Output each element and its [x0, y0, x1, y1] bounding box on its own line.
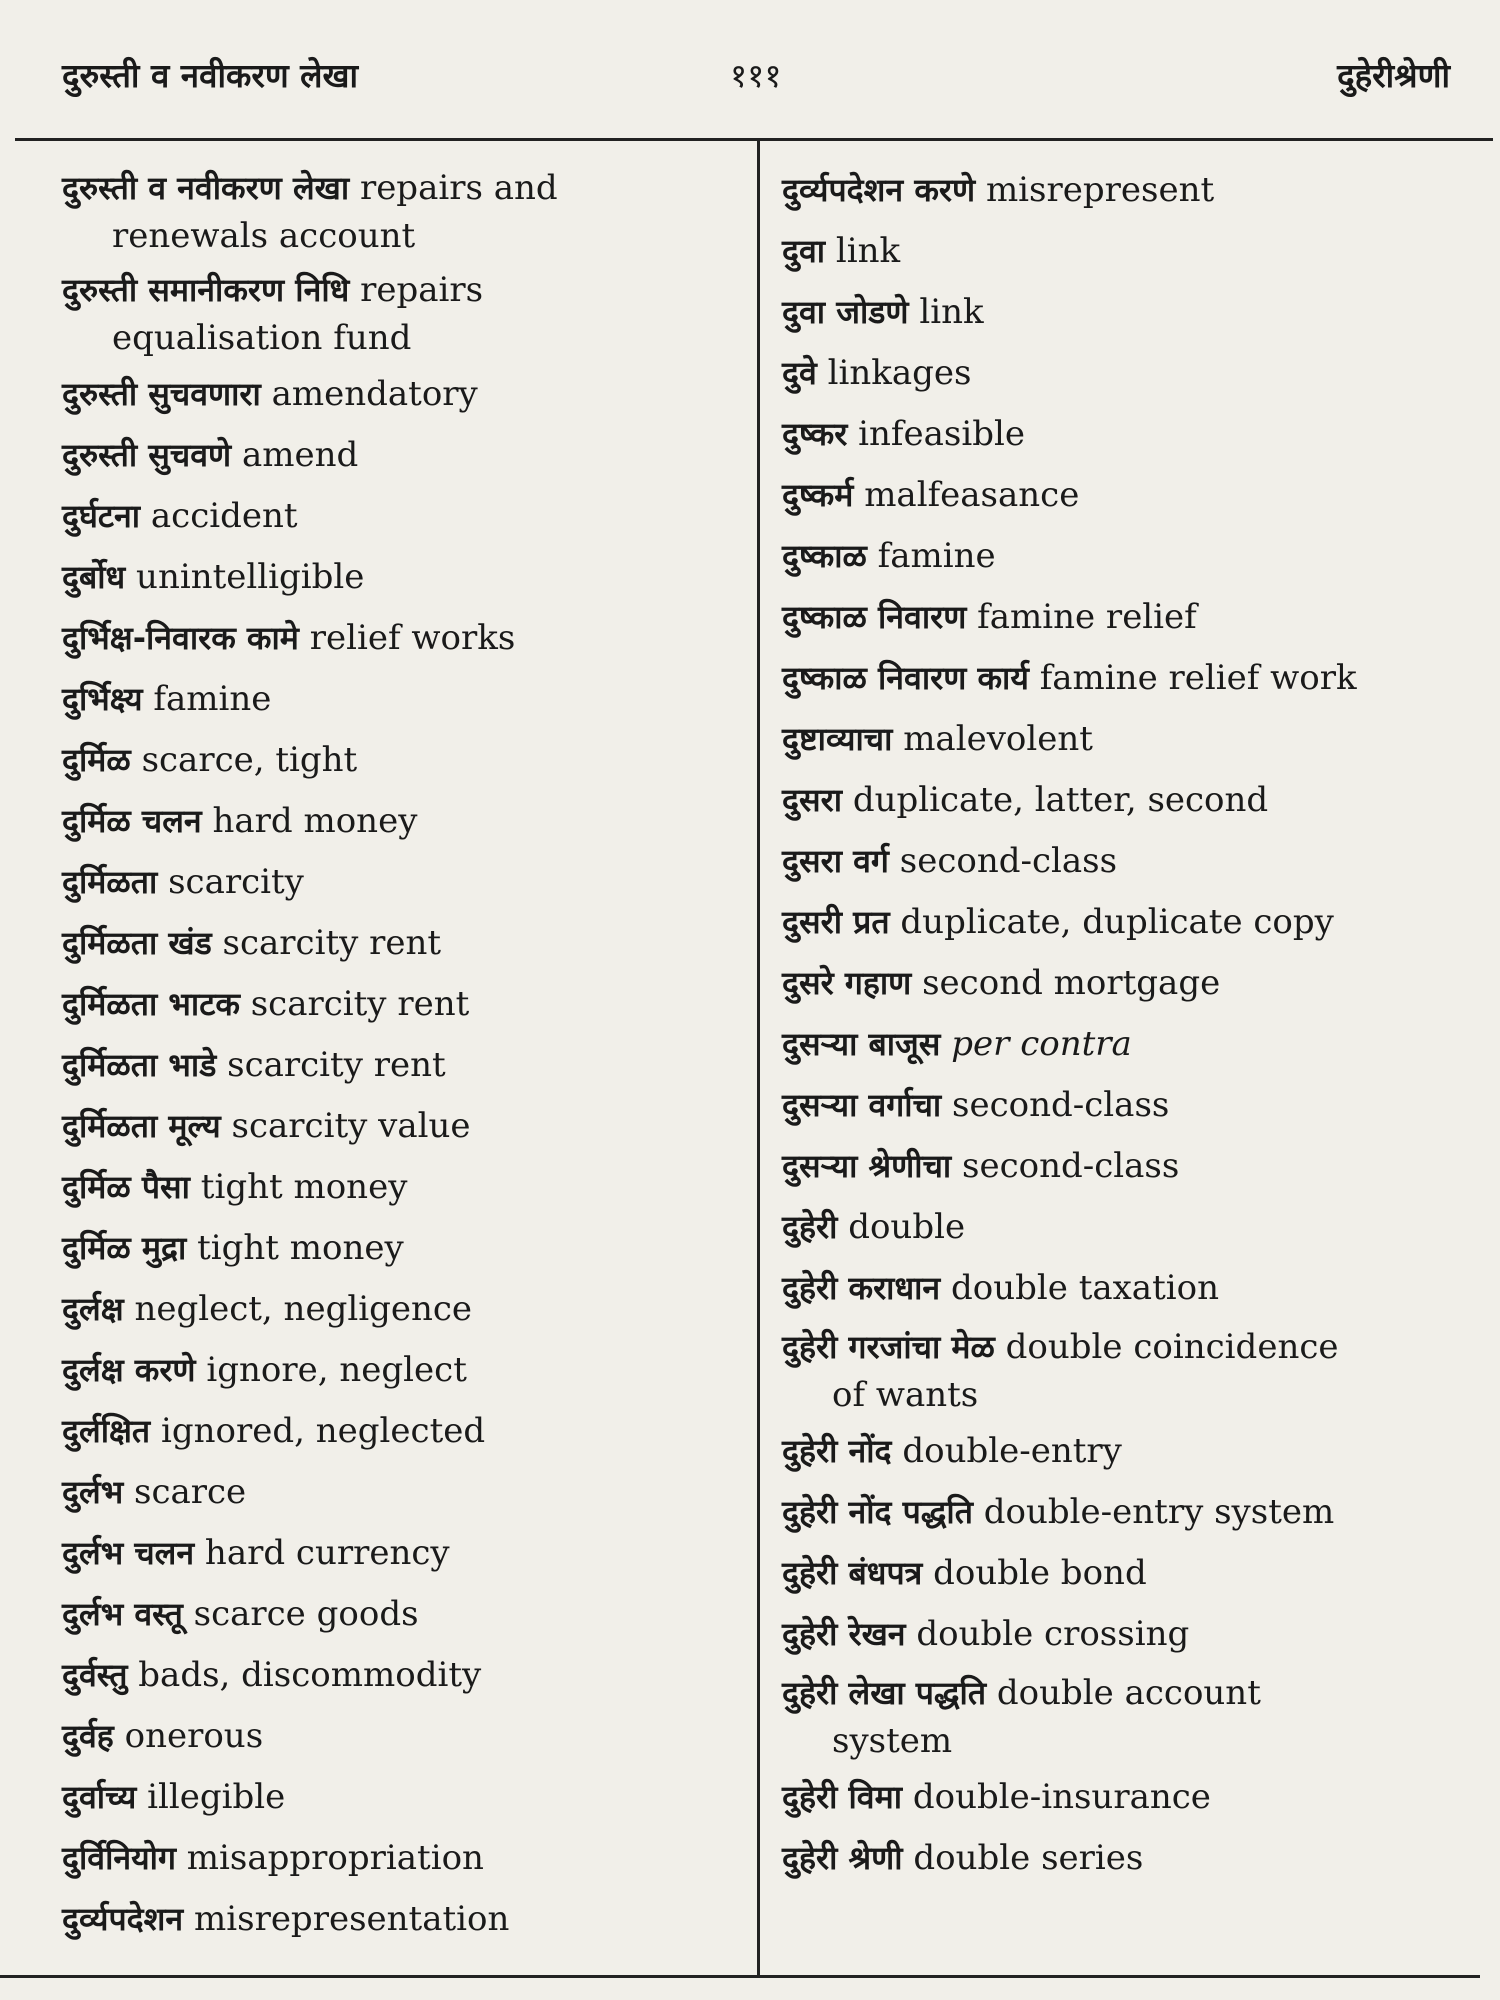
entry-gloss: double taxation: [951, 1268, 1219, 1308]
entry-headword: दुहेरी बंधपत्र: [782, 1554, 923, 1592]
entry-gloss: scarcity rent: [222, 923, 442, 963]
entry-headword: दुष्काळ: [782, 537, 867, 575]
entry-gloss: double-entry system: [983, 1492, 1335, 1532]
entry-gloss: link: [835, 231, 901, 271]
entry-headword: दुर्विनियोग: [62, 1839, 176, 1877]
entry-headword: दुष्काळ निवारण कार्य: [782, 659, 1029, 697]
entry-gloss: ignore, neglect: [206, 1350, 467, 1390]
entry-gloss-continuation: renewals account: [112, 216, 416, 256]
entry-headword: दुहेरी रेखन: [782, 1615, 906, 1653]
entry-headword: दुसऱ्या वर्गाचा: [782, 1086, 942, 1124]
entry-gloss: double: [848, 1207, 966, 1247]
entry-gloss: link: [919, 292, 984, 332]
entry-gloss: double-insurance: [912, 1777, 1211, 1817]
entry-headword: दुर्मिळता मूल्य: [62, 1107, 221, 1145]
entry-gloss: misrepresent: [985, 170, 1215, 210]
entry-gloss: bads, discommodity: [138, 1655, 482, 1695]
entry-gloss: repairs and: [359, 168, 558, 208]
entry-headword: दुवे: [782, 354, 817, 392]
dictionary-entry: [62, 1279, 742, 1340]
entry-headword: दुवा: [782, 232, 826, 270]
entry-gloss: infeasible: [858, 414, 1025, 454]
entry-gloss: second-class: [899, 841, 1118, 881]
dictionary-entry: [782, 1421, 1492, 1482]
entry-headword: दुर्वाच्य: [62, 1778, 137, 1816]
dictionary-entry: [62, 1828, 742, 1889]
dictionary-entry: [782, 526, 1492, 587]
dictionary-entry: [62, 1889, 742, 1950]
entry-headword: दुर्व्यपदेशन: [62, 1900, 184, 1938]
dictionary-entry: [782, 221, 1492, 282]
dictionary-entry: [782, 1197, 1492, 1258]
dictionary-entry: [782, 1482, 1492, 1543]
entry-headword: दुरुस्ती सुचवणे: [62, 436, 232, 474]
dictionary-entry: [782, 587, 1492, 648]
entry-gloss: repairs: [360, 270, 484, 310]
entry-headword: दुर्लक्षित: [62, 1412, 151, 1450]
entry-headword: दुर्मिळ: [62, 741, 131, 779]
page-number: १११: [730, 56, 782, 95]
dictionary-entry: [62, 1523, 742, 1584]
entry-headword: दुर्मिळता भाडे: [62, 1046, 217, 1084]
entry-gloss: famine: [877, 536, 996, 576]
entry-gloss: double series: [913, 1838, 1144, 1878]
dictionary-entry: [62, 364, 742, 425]
entry-headword: दुर्मिळ चलन: [62, 802, 202, 840]
entry-headword: दुर्भिक्ष्य: [62, 680, 143, 718]
entry-headword: दुवा जोडणे: [782, 293, 909, 331]
dictionary-entry: [782, 1767, 1492, 1828]
dictionary-entry: [782, 343, 1492, 404]
entry-gloss: malevolent: [903, 719, 1093, 759]
entry-headword: दुर्मिळता: [62, 863, 158, 901]
entry-gloss: neglect, negligence: [134, 1289, 473, 1329]
dictionary-entry: [782, 1075, 1492, 1136]
entry-headword: दुहेरी नोंद पद्धति: [782, 1493, 973, 1531]
entry-headword: दुष्टाव्याचा: [782, 720, 893, 758]
dictionary-entry: [62, 1218, 742, 1279]
entry-gloss: scarcity value: [231, 1106, 471, 1146]
entry-gloss: scarcity rent: [227, 1045, 446, 1085]
dictionary-entry: [62, 425, 742, 486]
entry-gloss: linkages: [827, 353, 972, 393]
dictionary-entry: [782, 648, 1492, 709]
dictionary-entry: [62, 852, 742, 913]
entry-gloss: famine relief: [977, 597, 1197, 637]
header-right-guideword: दुहेरीश्रेणी: [1337, 56, 1450, 95]
entry-headword: दुर्लक्ष: [62, 1290, 124, 1328]
entry-gloss: scarcity rent: [250, 984, 470, 1024]
entry-gloss: ignored, neglected: [160, 1411, 486, 1451]
entry-gloss: accident: [150, 496, 298, 536]
dictionary-entry: [62, 974, 742, 1035]
dictionary-entry: [62, 1645, 742, 1706]
entry-headword: दुरुस्ती सुचवणारा: [62, 375, 261, 413]
entry-gloss: onerous: [124, 1716, 264, 1756]
dictionary-entry: [782, 1258, 1492, 1319]
entry-headword: दुहेरी कराधान: [782, 1269, 941, 1307]
entry-gloss: misrepresentation: [194, 1899, 510, 1939]
dictionary-entry: [62, 1157, 742, 1218]
entry-gloss: famine: [153, 679, 272, 719]
entry-gloss: scarcity: [168, 862, 304, 902]
entry-gloss: scarce goods: [193, 1594, 419, 1634]
entry-gloss: second-class: [962, 1146, 1180, 1186]
dictionary-entry: [62, 1035, 742, 1096]
entry-headword: दुर्लक्ष करणे: [62, 1351, 196, 1389]
dictionary-entry: [62, 1584, 742, 1645]
entry-headword: दुर्मिळ पैसा: [62, 1168, 190, 1206]
entry-gloss: scarce: [134, 1472, 247, 1512]
entry-gloss: second mortgage: [922, 963, 1221, 1003]
entry-headword: दुरुस्ती व नवीकरण लेखा: [62, 169, 350, 207]
entry-gloss-continuation: equalisation fund: [112, 318, 412, 358]
dictionary-entry: [782, 1136, 1492, 1197]
entry-gloss: illegible: [147, 1777, 286, 1817]
entry-headword: दुर्लभ: [62, 1473, 124, 1511]
dictionary-entry: [782, 1604, 1492, 1665]
entry-gloss: duplicate, duplicate copy: [900, 902, 1334, 942]
entry-gloss: hard currency: [204, 1533, 450, 1573]
dictionary-entry: [782, 404, 1492, 465]
dictionary-entry: [62, 160, 742, 262]
dictionary-entry: [62, 1767, 742, 1828]
dictionary-entry: [62, 1462, 742, 1523]
entry-gloss: famine relief work: [1039, 658, 1357, 698]
dictionary-entry: [62, 547, 742, 608]
entry-gloss: malfeasance: [864, 475, 1080, 515]
entry-headword: दुष्कर्म: [782, 476, 854, 514]
dictionary-entry: [782, 1319, 1492, 1421]
entry-headword: दुसरी प्रत: [782, 903, 890, 941]
dictionary-entry: [782, 1665, 1492, 1767]
entry-headword: दुसरा वर्ग: [782, 842, 889, 880]
entry-gloss: second-class: [952, 1085, 1170, 1125]
dictionary-entry: [782, 770, 1492, 831]
entry-gloss: double crossing: [916, 1614, 1190, 1654]
dictionary-entry: [782, 282, 1492, 343]
entry-gloss: scarce, tight: [141, 740, 358, 780]
entry-headword: दुहेरी श्रेणी: [782, 1839, 903, 1877]
entry-headword: दुहेरी: [782, 1208, 838, 1246]
entry-headword: दुसरे गहाण: [782, 964, 912, 1002]
dictionary-entry: [62, 262, 742, 364]
dictionary-entry: [782, 1014, 1492, 1075]
entry-gloss: misappropriation: [186, 1838, 484, 1878]
entry-gloss: tight money: [200, 1167, 408, 1207]
entry-gloss: double account: [996, 1673, 1261, 1713]
entry-gloss: per contra: [951, 1024, 1132, 1064]
running-head: [0, 52, 1500, 112]
entry-gloss: double coincidence: [1005, 1327, 1339, 1367]
entry-headword: दुर्मिळता भाटक: [62, 985, 240, 1023]
entry-headword: दुर्वह: [62, 1717, 114, 1755]
dictionary-entry: [782, 892, 1492, 953]
dictionary-entry: [782, 831, 1492, 892]
entry-headword: दुर्बोध: [62, 558, 126, 596]
entry-headword: दुसऱ्या बाजूस: [782, 1025, 941, 1063]
entry-headword: दुहेरी विमा: [782, 1778, 903, 1816]
dictionary-entry: [782, 160, 1492, 221]
entry-gloss: amendatory: [271, 374, 478, 414]
dictionary-entry: [62, 608, 742, 669]
bottom-rule: [0, 1975, 1480, 1978]
dictionary-entry: [62, 791, 742, 852]
top-rule: [15, 138, 1493, 141]
left-column: [62, 160, 742, 1950]
entry-headword: दुर्वस्तु: [62, 1656, 128, 1694]
entry-headword: दुरुस्ती समानीकरण निधि: [62, 271, 350, 309]
entry-headword: दुर्लभ वस्तू: [62, 1595, 183, 1633]
dictionary-entry: [62, 486, 742, 547]
dictionary-entry: [62, 1096, 742, 1157]
entry-gloss-continuation: of wants: [832, 1375, 979, 1415]
entry-headword: दुर्मिळ मुद्रा: [62, 1229, 187, 1267]
entry-gloss-continuation: system: [832, 1721, 953, 1761]
entry-gloss: tight money: [197, 1228, 404, 1268]
entry-gloss: hard money: [212, 801, 418, 841]
entry-gloss: double bond: [933, 1553, 1147, 1593]
dictionary-entry: [62, 730, 742, 791]
entry-headword: दुर्भिक्ष-निवारक कामे: [62, 619, 299, 657]
dictionary-entry: [782, 1543, 1492, 1604]
entry-headword: दुहेरी लेखा पद्धति: [782, 1674, 987, 1712]
right-column: [782, 160, 1492, 1889]
entry-gloss: double-entry: [902, 1431, 1122, 1471]
dictionary-entry: [62, 1706, 742, 1767]
entry-headword: दुष्कर: [782, 415, 848, 453]
dictionary-entry: [782, 953, 1492, 1014]
dictionary-entry: [782, 709, 1492, 770]
header-left-guideword: दुरुस्ती व नवीकरण लेखा: [62, 56, 359, 95]
entry-headword: दुर्मिळता खंड: [62, 924, 212, 962]
entry-headword: दुसरा: [782, 781, 843, 819]
entry-headword: दुर्लभ चलन: [62, 1534, 195, 1572]
entry-headword: दुष्काळ निवारण: [782, 598, 967, 636]
dictionary-entry: [62, 913, 742, 974]
column-divider: [757, 140, 760, 1975]
entry-headword: दुहेरी गरजांचा मेळ: [782, 1328, 995, 1366]
entry-headword: दुहेरी नोंद: [782, 1432, 892, 1470]
dictionary-entry: [782, 465, 1492, 526]
entry-gloss: amend: [241, 435, 359, 475]
entry-gloss: unintelligible: [136, 557, 365, 597]
dictionary-entry: [62, 669, 742, 730]
entry-headword: दुसऱ्या श्रेणीचा: [782, 1147, 952, 1185]
dictionary-entry: [62, 1401, 742, 1462]
entry-headword: दुर्घटना: [62, 497, 141, 535]
dictionary-entry: [62, 1340, 742, 1401]
entry-gloss: duplicate, latter, second: [852, 780, 1269, 820]
entry-headword: दुर्व्यपदेशन करणे: [782, 171, 976, 209]
entry-gloss: relief works: [309, 618, 516, 658]
dictionary-entry: [782, 1828, 1492, 1889]
